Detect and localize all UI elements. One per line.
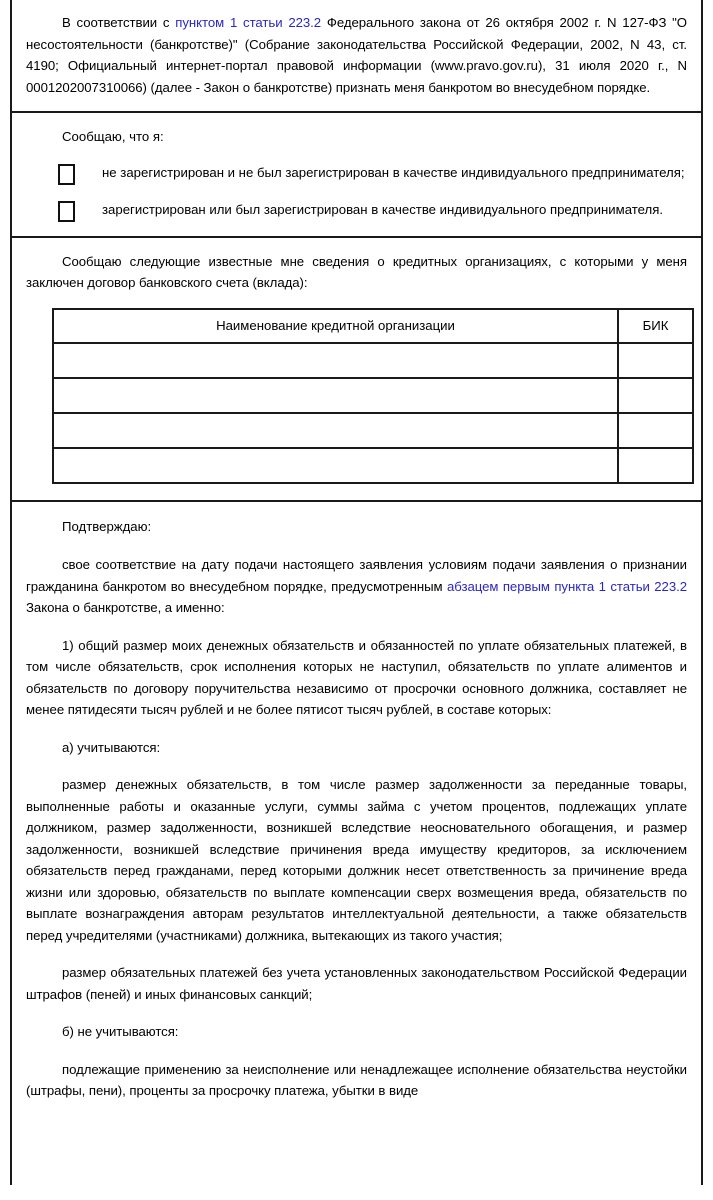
cell-bic[interactable] (618, 448, 693, 483)
confirmations-sub-a-paragraph-2: размер обязательных платежей без учета установленных законодательством Российской Федерации штрафов (пеней) и иных финансовых санкций; (26, 965, 687, 1002)
cell-organization-name[interactable] (53, 413, 618, 448)
confirmations-sub-a-heading: а) учитываются: (62, 739, 161, 755)
compliance-text-part1: свое соответствие на дату подачи настоящего заявления условиям подачи заявления о признании гражданина банкротом во внесудебном порядке, предусмотренным (26, 557, 687, 594)
confirmations-sub-b-paragraph-1: подлежащие применению за неисполнение или ненадлежащее исполнение обязательства неустойки (штрафы, пени), проценты за просрочку платежа, убытки в виде (26, 1061, 687, 1098)
declaration-lead: Сообщаю, что я: (62, 129, 164, 144)
cell-organization-name[interactable] (53, 343, 618, 378)
confirmations-lead: Подтверждаю: (62, 518, 152, 534)
document-frame (10, 0, 703, 1185)
section-preamble (12, 0, 701, 111)
preamble-body: Федерального закона от 26 октября 2002 г. N 127-ФЗ "О несостоятельности (банкротстве)" (Собрание законодательства Российской Федерации, 2002, N 43, ст. 4190; Официальный интернет-портал правовой информации (www.pravo.gov.ru), 31 июля 2020 г., N 0001202007310066) (далее - Закон о банкротстве) признать меня банкротом во внесудебном порядке. (26, 15, 688, 95)
section-credit-organizations (12, 236, 701, 500)
section-confirmations (12, 500, 701, 1112)
link-punkt-1-statii-223-2[interactable]: пунктом 1 статьи 223.2 (175, 15, 322, 30)
cell-bic[interactable] (618, 413, 693, 448)
confirmations-sub-b-heading: б) не учитываются: (62, 1024, 179, 1039)
checkbox-registered-ip-label: зарегистрирован или был зарегистрирован в качестве индивидуального предпринимателя. (102, 201, 664, 217)
table-row[interactable] (53, 378, 693, 413)
column-header-organization-name: Наименование кредитной организации (53, 309, 618, 343)
table-row[interactable] (53, 448, 693, 483)
table-row[interactable] (53, 413, 693, 448)
checkbox-not-registered-ip-label: не зарегистрирован и не был зарегистрирован в качестве индивидуального предпринимателя; (102, 164, 685, 180)
declaration-option-row[interactable] (26, 162, 687, 185)
declaration-option-row[interactable] (26, 199, 687, 222)
cell-organization-name[interactable] (53, 448, 618, 483)
checkbox-not-registered-ip[interactable] (58, 164, 75, 185)
cell-bic[interactable] (618, 343, 693, 378)
preamble-lead: В соответствии с (62, 15, 176, 30)
banks-lead: Сообщаю следующие известные мне сведения о кредитных организациях, с которыми у меня заключен договор банковского счета (вклада): (26, 253, 687, 290)
link-abzac-pervy-punkta-1-statii-223-2[interactable]: абзацем первым пункта 1 статьи 223.2 (446, 578, 688, 594)
confirmations-item-1: 1) общий размер моих денежных обязательств и обязанностей по уплате обязательных платежей, в том числе обязательств, срок исполнения которых не наступил, обязательств по уплате алиментов и обязательств по договору поручительства независимо от просрочки основного должника, составляет не менее пятидесяти тысяч рублей и не более пятисот тысяч рублей, в составе которых: (26, 637, 687, 717)
compliance-text-part2: Закона о банкротстве, а именно: (26, 600, 225, 615)
table-row[interactable] (53, 343, 693, 378)
checkbox-registered-ip[interactable] (58, 201, 75, 222)
credit-organizations-table (52, 308, 694, 484)
cell-bic[interactable] (618, 378, 693, 413)
section-declaration (12, 111, 701, 236)
confirmations-compliance-paragraph (26, 554, 687, 619)
column-header-bic: БИК (618, 309, 693, 343)
preamble-paragraph (26, 12, 687, 98)
cell-organization-name[interactable] (53, 378, 618, 413)
table-header-row (53, 309, 693, 343)
confirmations-sub-a-paragraph-1: размер денежных обязательств, в том числе размер задолженности за переданные товары, выполненные работы и оказанные услуги, суммы займа с учетом процентов, подлежащих уплате должником, размер задолженности, возникшей вследствие неосновательного обогащения, и размер задолженности, возникшей вследствие причинения вреда имуществу кредиторов, за исключением обязательств перед гражданами, перед которыми должник несет ответственность за причинение вреда жизни или здоровью, обязательств по выплате компенсации сверх возмещения вреда, обязательств по выплате вознаграждения авторам результатов интеллектуальной деятельности, а также обязательств перед учредителями (участниками) должника, вытекающих из такого участия; (26, 777, 687, 943)
